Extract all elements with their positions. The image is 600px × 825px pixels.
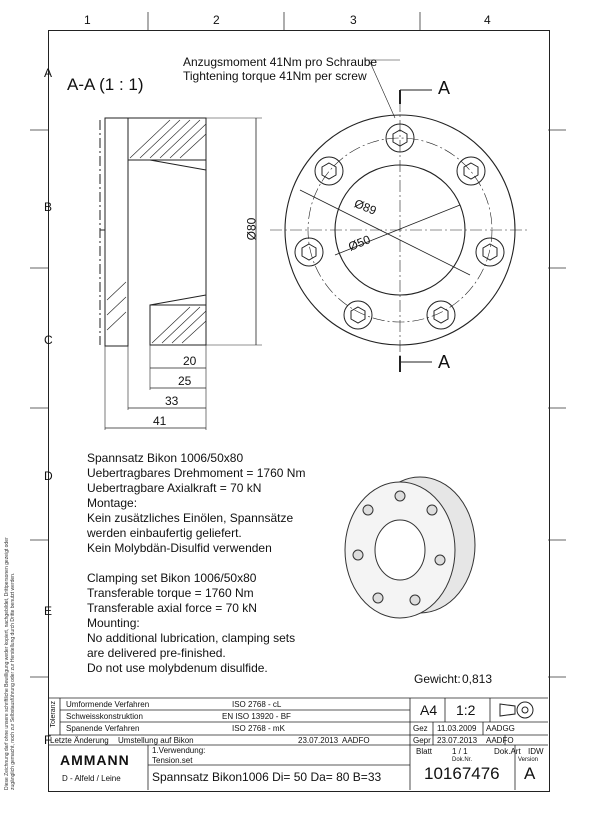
first-use-value: Tension.set bbox=[152, 756, 193, 765]
last-change-date: 23.07.2013 bbox=[298, 736, 339, 745]
spec-de-line: Kein zusätzliches Einölen, Spannsätze bbox=[87, 511, 294, 525]
version-label: Version bbox=[518, 757, 539, 763]
dim-d89: Ø89 bbox=[352, 196, 379, 218]
dim-d50: Ø50 bbox=[346, 232, 373, 254]
torque-label-en: Tightening torque 41Nm per screw bbox=[183, 69, 367, 83]
gez-by: AADGG bbox=[486, 724, 515, 733]
projection-symbol bbox=[500, 702, 533, 718]
spec-en-line: Clamping set Bikon 1006/50x80 bbox=[87, 571, 257, 585]
blatt-value: 1 / 1 bbox=[452, 747, 468, 756]
company-location: D - Alfeld / Leine bbox=[62, 774, 121, 783]
paper-format: A4 bbox=[420, 702, 438, 718]
grid-row-b: B bbox=[44, 200, 53, 214]
spec-de-line: Spannsatz Bikon 1006/50x80 bbox=[87, 451, 244, 465]
weight-value: 0,813 bbox=[462, 672, 493, 686]
dim-41: 41 bbox=[153, 414, 167, 428]
iso-illustration bbox=[345, 477, 475, 618]
tol-process-1: Umformende Verfahren bbox=[66, 700, 150, 709]
grid-row-d: D bbox=[44, 469, 53, 483]
grid-row-e: E bbox=[44, 604, 53, 618]
spec-de-line: werden einbaufertig geliefert. bbox=[87, 526, 242, 540]
gepr-by: AADFO bbox=[486, 736, 514, 745]
spec-en-line: No additional lubrication, clamping sets bbox=[87, 631, 296, 645]
grid-row-c: C bbox=[44, 333, 53, 347]
grid-column-1: 1 bbox=[84, 13, 91, 27]
last-change-by: AADFO bbox=[342, 736, 370, 745]
grid-row-f: F bbox=[44, 733, 52, 747]
grid-column-4: 4 bbox=[484, 13, 491, 27]
spec-en-line: Transferable torque = 1760 Nm bbox=[87, 586, 254, 600]
dokart-value: IDW bbox=[528, 747, 544, 756]
spec-en-line: Mounting: bbox=[87, 616, 140, 630]
section-title: A-A (1 : 1) bbox=[67, 75, 144, 94]
spec-de-line: Kein Molybdän-Disulfid verwenden bbox=[87, 541, 272, 555]
grid-column-3: 3 bbox=[350, 13, 357, 27]
spec-de-line: Uebertragbare Axialkraft = 70 kN bbox=[87, 481, 262, 495]
part-name: Spannsatz Bikon1006 Di= 50 Da= 80 B=33 bbox=[152, 770, 382, 784]
dim-20: 20 bbox=[183, 354, 197, 368]
spec-de bbox=[87, 451, 305, 556]
tol-std-2: EN ISO 13920 - BF bbox=[222, 712, 291, 721]
tol-std-1: ISO 2768 - cL bbox=[232, 700, 282, 709]
last-change-label: Letzte Änderung bbox=[50, 736, 109, 745]
document-number: 10167476 bbox=[424, 764, 500, 783]
spec-en bbox=[87, 571, 295, 676]
dim-d80: Ø80 bbox=[244, 217, 259, 241]
gepr-label: Gepr bbox=[413, 736, 431, 745]
tolerance-label: Toleranz bbox=[50, 701, 57, 728]
spec-de-line: Montage: bbox=[87, 496, 138, 510]
dim-25: 25 bbox=[178, 374, 192, 388]
cut-label-top: A bbox=[438, 78, 451, 98]
front-view bbox=[270, 60, 530, 372]
last-change-text: Umstellung auf Bikon bbox=[118, 736, 194, 745]
spec-en-line: Do not use molybdenum disulfide. bbox=[87, 661, 268, 675]
document-version: A bbox=[524, 764, 536, 783]
cut-label-bottom: A bbox=[438, 352, 451, 372]
copyright-note: Diese Zeichnung darf ohne unsere schriftliche Bewilligung weder kopiert, nachgebildet, Drittpersonen gezeigt oder zugänglich gemacht, noch zur Selbstausführung oder zur Herstellung durch Dritte benutzt werden. bbox=[4, 537, 16, 790]
tol-std-3: ISO 2768 - mK bbox=[232, 724, 285, 733]
weight-label: Gewicht: bbox=[414, 672, 461, 686]
gez-label: Gez bbox=[413, 724, 428, 733]
dim-33: 33 bbox=[165, 394, 179, 408]
spec-en-line: are delivered pre-finished. bbox=[87, 646, 226, 660]
spec-de-line: Uebertragbares Drehmoment = 1760 Nm bbox=[87, 466, 306, 480]
drawing-scale: 1:2 bbox=[456, 702, 476, 718]
first-use-label: 1.Verwendung: bbox=[152, 746, 206, 755]
grid-row-a: A bbox=[44, 66, 53, 80]
spec-en-line: Transferable axial force = 70 kN bbox=[87, 601, 257, 615]
blatt-label: Blatt bbox=[416, 747, 433, 756]
tol-process-3: Spanende Verfahren bbox=[66, 724, 140, 733]
dokart-label: Dok.Art bbox=[494, 747, 521, 756]
tol-process-2: Schweisskonstruktion bbox=[66, 712, 143, 721]
gepr-date: 23.07.2013 bbox=[437, 736, 478, 745]
torque-label-de: Anzugsmoment 41Nm pro Schraube bbox=[183, 55, 378, 69]
gez-date: 11.03.2009 bbox=[437, 724, 477, 733]
company-logo: AMMANN bbox=[60, 752, 130, 768]
doknr-label: Dok.Nr. bbox=[452, 757, 473, 763]
grid-column-2: 2 bbox=[213, 13, 220, 27]
